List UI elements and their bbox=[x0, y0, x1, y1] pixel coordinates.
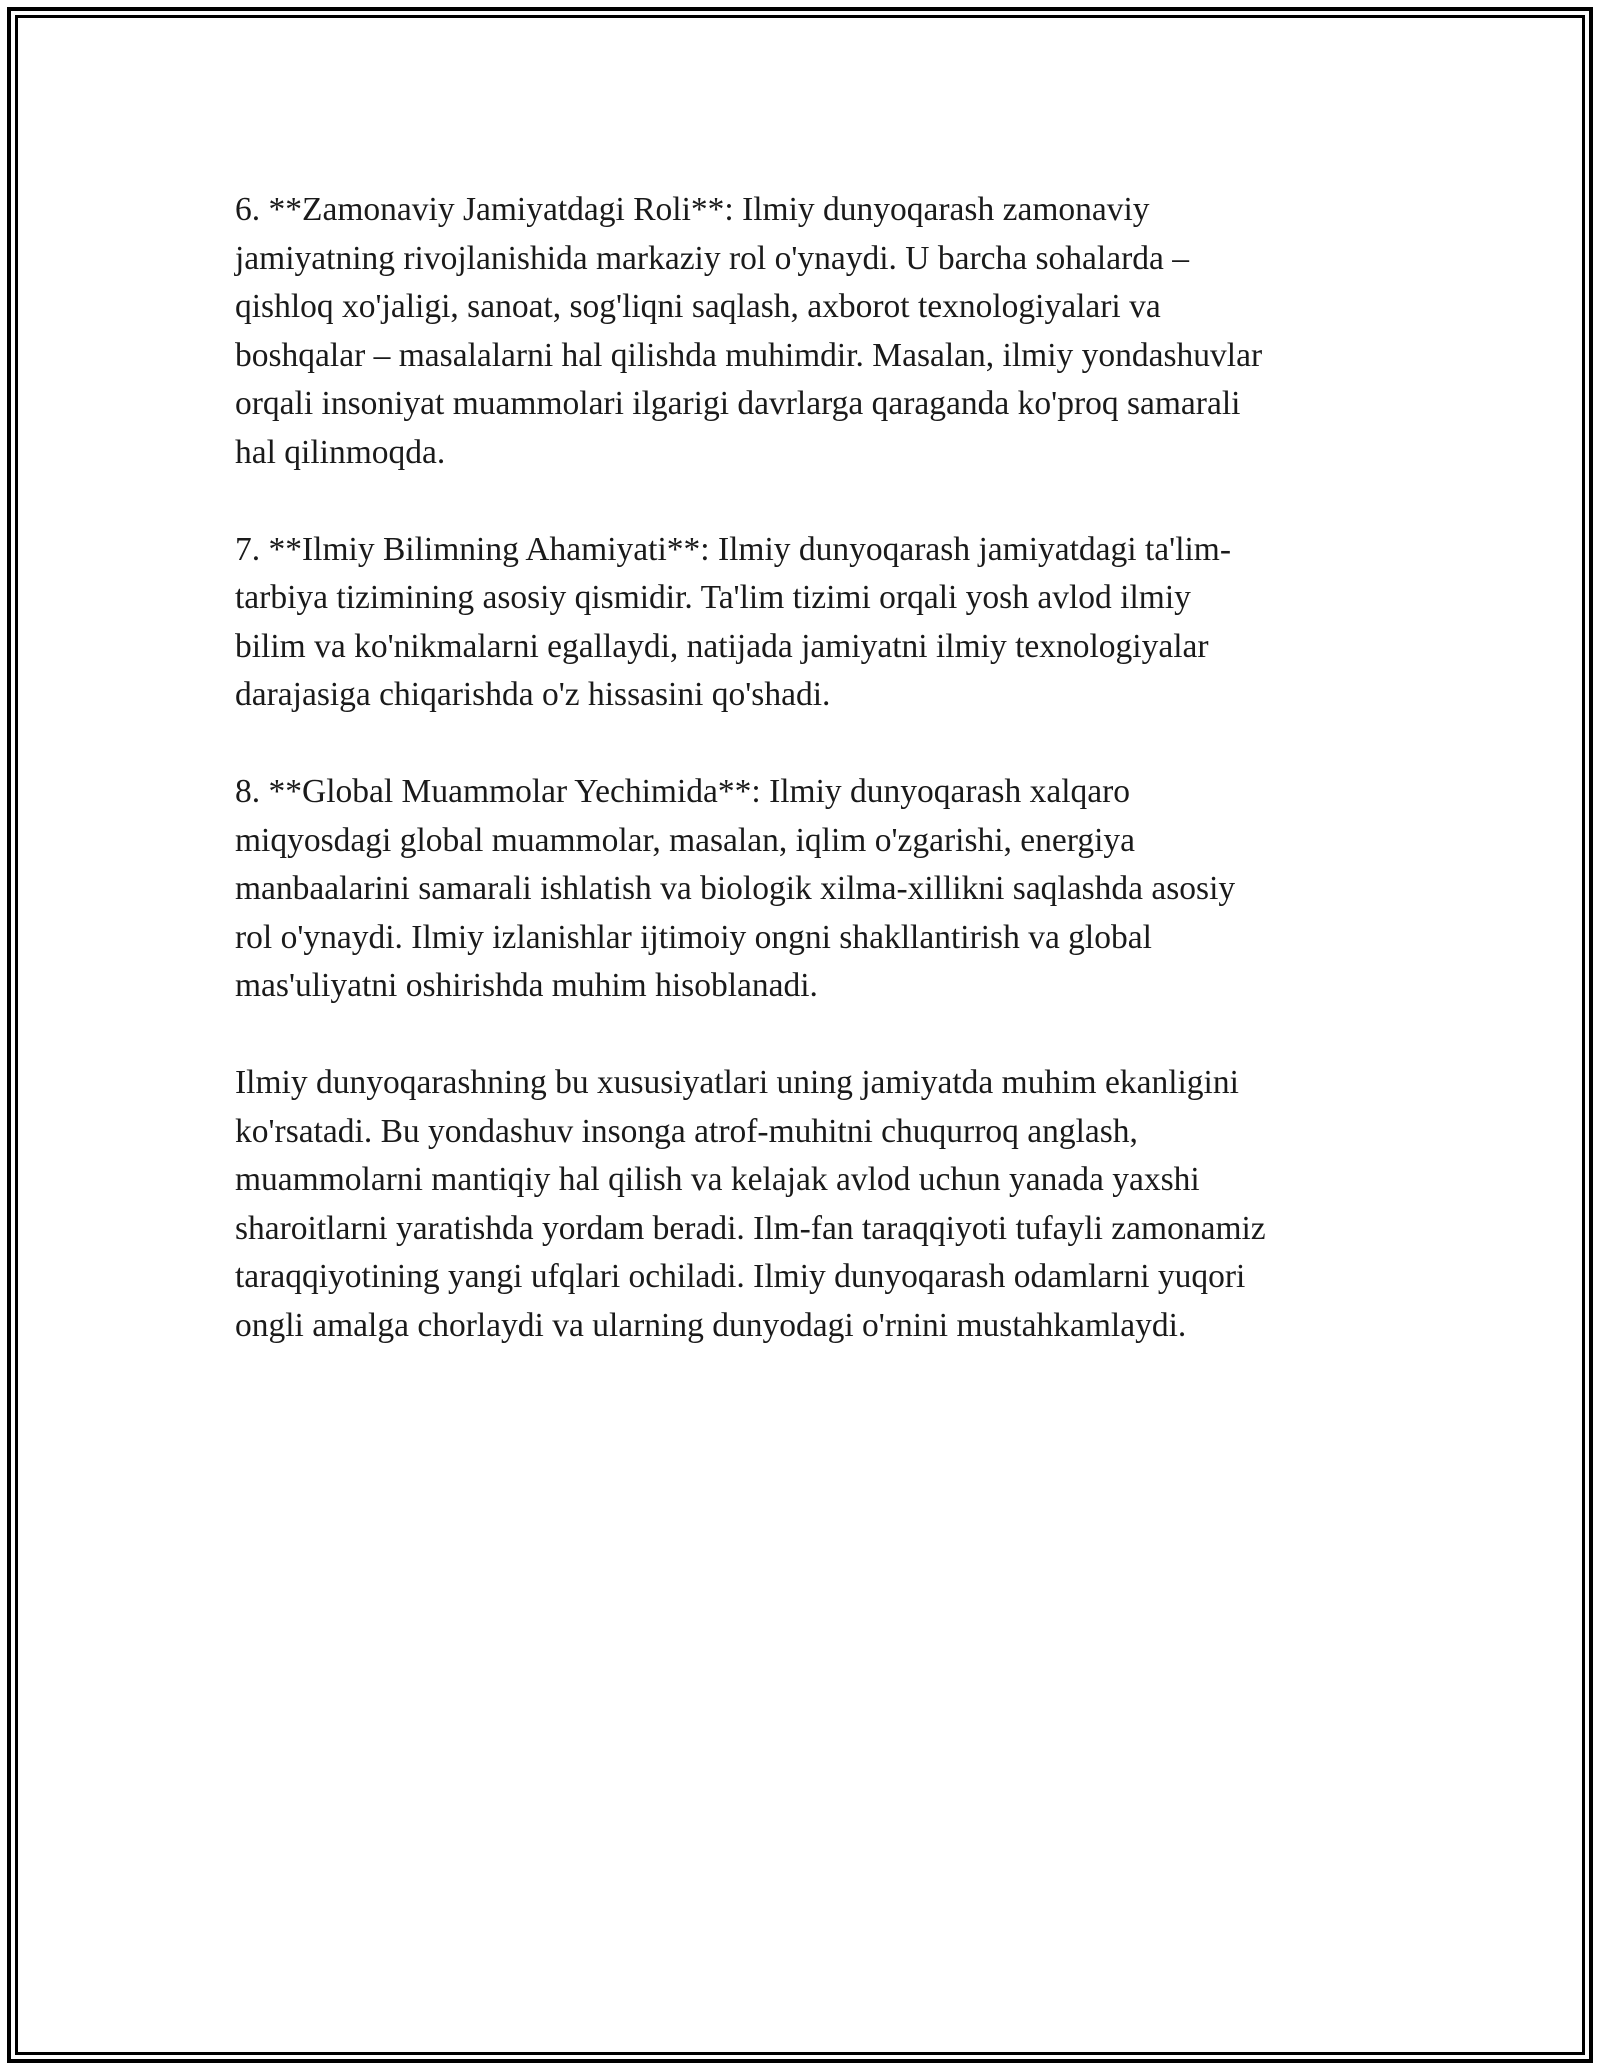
text-line: 8. **Global Muammolar Yechimida**: Ilmiy dunyoqarash xalqaro bbox=[235, 773, 1131, 810]
text-line: bilim va ko'nikmalarni egallaydi, natijada jamiyatni ilmiy texnologiyalar bbox=[235, 627, 1209, 665]
paragraph-conclusion bbox=[235, 1059, 1375, 1350]
text-line: ko'rsatadi. Bu yondashuv insonga atrof-muhitni chuqurroq anglash, bbox=[235, 1112, 1138, 1150]
document-body bbox=[235, 186, 1375, 1399]
text-line: muammolarni mantiqiy hal qilish va kelajak avlod uchun yanada yaxshi bbox=[235, 1161, 1200, 1198]
text-line: ongli amalga chorlaydi va ularning dunyodagi o'rnini mustahkamlaydi. bbox=[235, 1306, 1187, 1344]
text-line: rol o'ynaydi. Ilmiy izlanishlar ijtimoiy ongni shakllantirish va global bbox=[235, 918, 1152, 956]
paragraph-global-muammolar-yechimida bbox=[235, 768, 1375, 1011]
text-line: orqali insoniyat muammolari ilgarigi davrlarga qaraganda ko'proq samarali bbox=[235, 385, 1241, 422]
text-line: Ilmiy dunyoqarashning bu xususiyatlari uning jamiyatda muhim ekanligini bbox=[235, 1064, 1239, 1101]
text-line: mas'uliyatni oshirishda muhim hisoblanadi. bbox=[235, 967, 818, 1004]
text-line: boshqalar – masalalarni hal qilishda muhimdir. Masalan, ilmiy yondashuvlar bbox=[235, 336, 1263, 374]
text-line: 7. **Ilmiy Bilimning Ahamiyati**: Ilmiy dunyoqarash jamiyatdagi ta'lim- bbox=[235, 530, 1232, 568]
text-line: qishloq xo'jaligi, sanoat, sog'liqni saqlash, axborot texnologiyalari va bbox=[235, 288, 1161, 325]
text-line: 6. **Zamonaviy Jamiyatdagi Roli**: Ilmiy dunyoqarash zamonaviy bbox=[235, 191, 1150, 228]
paragraph-ilmiy-bilimning-ahamiyati bbox=[235, 526, 1375, 720]
text-line: jamiyatning rivojlanishida markaziy rol o'ynaydi. U barcha sohalarda – bbox=[235, 239, 1189, 277]
text-line: tarbiya tizimining asosiy qismidir. Ta'lim tizimi orqali yosh avlod ilmiy bbox=[235, 579, 1191, 616]
text-line: taraqqiyotining yangi ufqlari ochiladi. Ilmiy dunyoqarash odamlarni yuqori bbox=[235, 1258, 1246, 1295]
text-line: miqyosdagi global muammolar, masalan, iqlim o'zgarishi, energiya bbox=[235, 821, 1136, 859]
text-line: darajasiga chiqarishda o'z hissasini qo'shadi. bbox=[235, 676, 831, 713]
text-line: hal qilinmoqda. bbox=[235, 433, 446, 471]
text-line: manbaalarini samarali ishlatish va biologik xilma-xillikni saqlashda asosiy bbox=[235, 870, 1236, 907]
text-line: sharoitlarni yaratishda yordam beradi. Ilm-fan taraqqiyoti tufayli zamonamiz bbox=[235, 1209, 1266, 1247]
paragraph-zamonaviy-jamiyatdagi-roli bbox=[235, 186, 1375, 477]
